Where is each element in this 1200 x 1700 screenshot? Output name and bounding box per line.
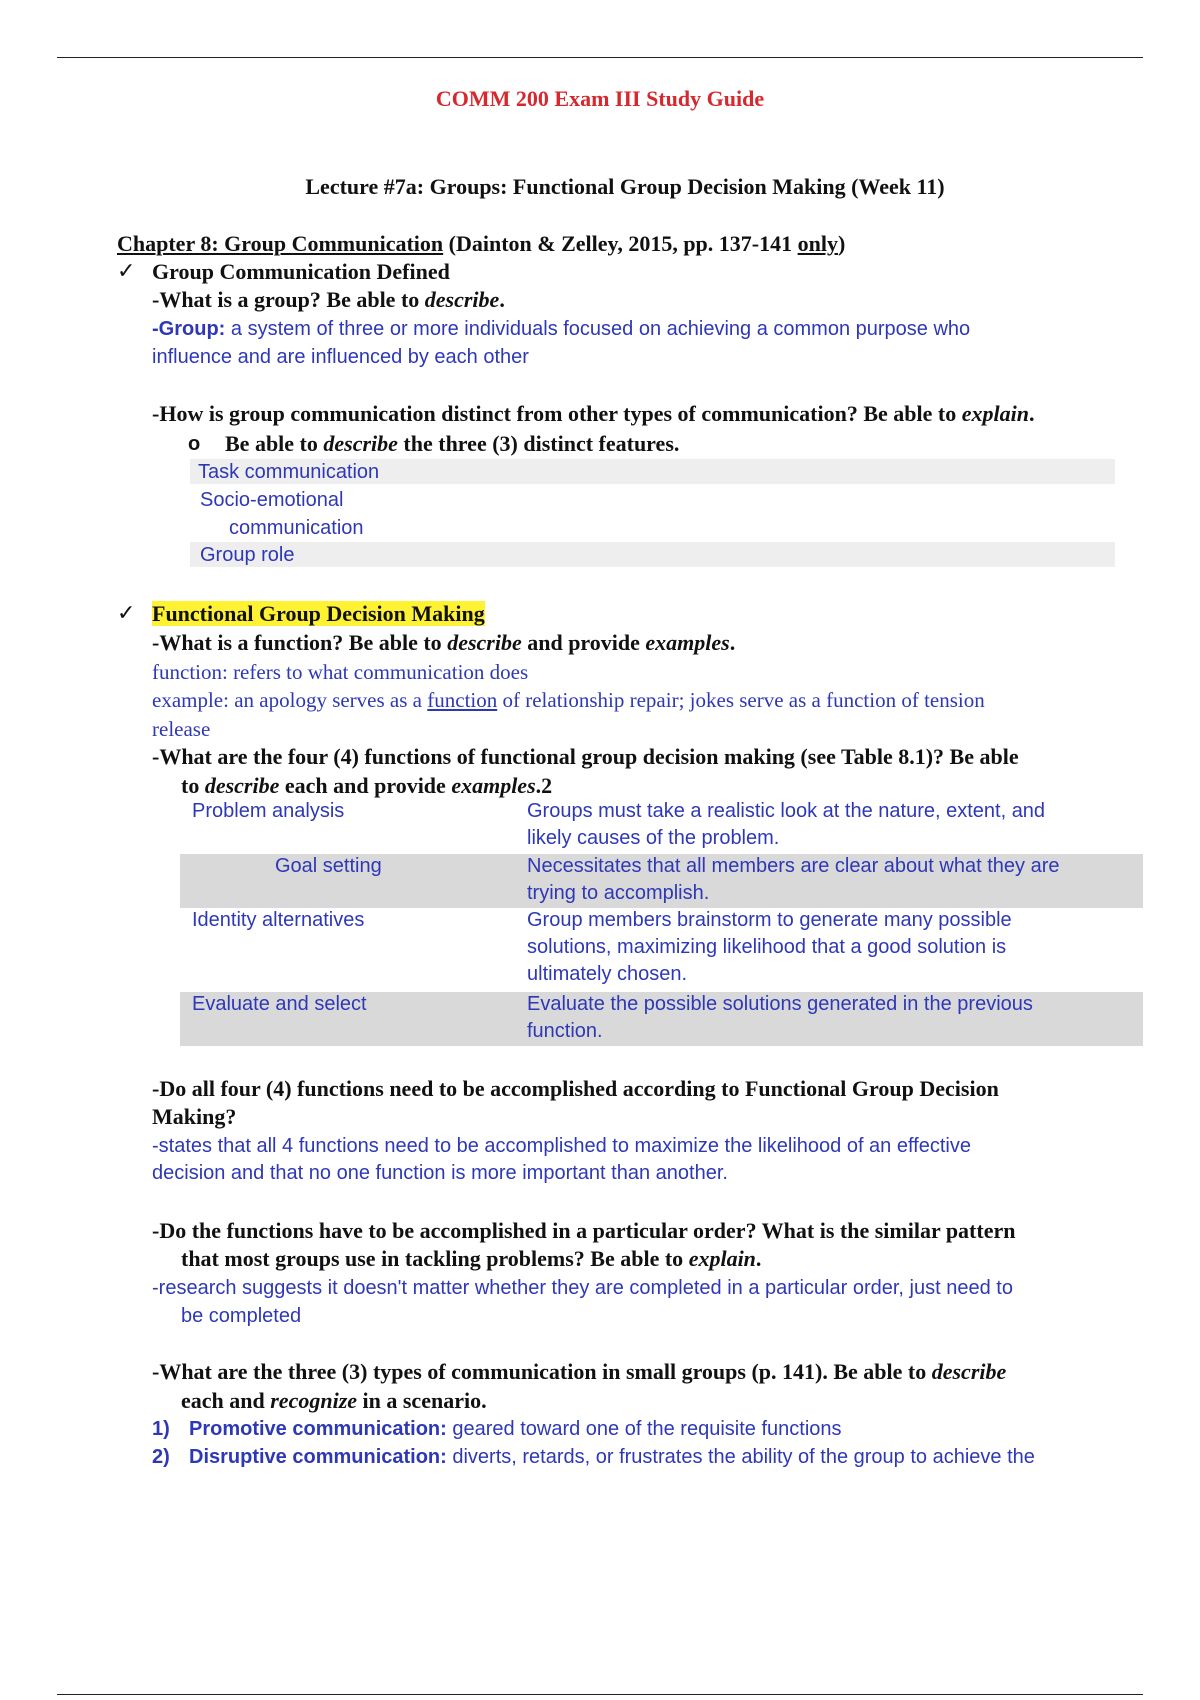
checkmark-icon: ✓ — [117, 601, 136, 626]
lecture-heading: Lecture #7a: Groups: Functional Group Decision Making (Week 11) — [305, 174, 945, 199]
feature-socio-emotional: Socio-emotional — [200, 489, 344, 511]
table-cell-function-name: Identity alternatives — [192, 909, 365, 931]
answer-function-example: example: an apology serves as a function of relationship repair; jokes serve as a function of tension — [152, 688, 985, 712]
question-order: -Do the functions have to be accomplished in a particular order? What is the similar pattern — [152, 1218, 1016, 1243]
answer-all-functions: -states that all 4 functions need to be accomplished to maximize the likelihood of an effective — [152, 1135, 971, 1157]
answer-group-definition-cont: influence and are influenced by each other — [152, 346, 529, 368]
checkmark-icon: ✓ — [117, 259, 136, 284]
list-item: 2) — [152, 1446, 170, 1468]
feature-socio-emotional-cont: communication — [229, 517, 364, 539]
question-three-types-cont: each and recognize in a scenario. — [181, 1388, 487, 1413]
question-distinct: -How is group communication distinct from other types of communication? Be able to explain. — [152, 401, 1035, 426]
table-cell-description: Evaluate the possible solutions generated in the previous function. — [527, 993, 1033, 1042]
feature-group-role: Group role — [200, 544, 295, 566]
question-what-is-function: -What is a function? Be able to describe and provide examples. — [152, 630, 736, 655]
top-rule — [57, 57, 1143, 58]
answer-function-example-cont: release — [152, 717, 211, 741]
table-cell-description: Necessitates that all members are clear about what they are trying to accomplish. — [527, 855, 1060, 904]
chapter-heading: Chapter 8: Group Communication (Dainton & Zelley, 2015, pp. 137-141 only) — [117, 231, 846, 256]
list-item-disruptive: Disruptive communication: diverts, retards, or frustrates the ability of the group to achieve the — [189, 1446, 1035, 1468]
question-three-types: -What are the three (3) types of communication in small groups (p. 141). Be able to describe — [152, 1359, 1007, 1384]
answer-group-definition: -Group: a system of three or more individuals focused on achieving a common purpose who — [152, 318, 971, 340]
question-what-is-group: -What is a group? Be able to describe. — [152, 287, 505, 312]
table-cell-function-name: Problem analysis — [192, 800, 345, 822]
question-all-functions-cont: Making? — [152, 1104, 237, 1129]
question-all-functions: -Do all four (4) functions need to be accomplished according to Functional Group Decision — [152, 1076, 999, 1101]
sub-question-features: Be able to describe the three (3) distinct features. — [225, 431, 680, 456]
answer-all-functions-cont: decision and that no one function is more important than another. — [152, 1162, 728, 1184]
table-cell-function-name: Evaluate and select — [192, 993, 367, 1015]
question-four-functions-cont: to describe each and provide examples.2 — [181, 773, 553, 798]
document-title: COMM 200 Exam III Study Guide — [435, 86, 765, 111]
section1-heading: Group Communication Defined — [152, 259, 450, 284]
answer-order-cont: be completed — [181, 1305, 302, 1327]
table-cell-description: Group members brainstorm to generate many possible solutions, maximizing likelihood that a good solution is ultimately chosen. — [527, 909, 1012, 985]
answer-function-definition: function: refers to what communication does — [152, 660, 529, 684]
section2-heading: Functional Group Decision Making — [152, 601, 485, 626]
list-item-promotive: Promotive communication: geared toward one of the requisite functions — [189, 1418, 842, 1440]
bullet-icon: o — [188, 433, 201, 455]
question-order-cont: that most groups use in tackling problems? Be able to explain. — [181, 1246, 762, 1271]
table-cell-function-name: Goal setting — [275, 855, 382, 877]
table-cell-description: Groups must take a realistic look at the nature, extent, and likely causes of the problem. — [527, 800, 1046, 849]
feature-row-bg — [190, 542, 1115, 567]
bottom-rule — [57, 1694, 1143, 1695]
list-item: 1) — [152, 1418, 170, 1440]
answer-order: -research suggests it doesn't matter whether they are completed in a particular order, just need to — [152, 1277, 1013, 1299]
question-four-functions: -What are the four (4) functions of functional group decision making (see Table 8.1)? Be able — [152, 744, 1019, 769]
feature-task-communication: Task communication — [198, 461, 380, 483]
